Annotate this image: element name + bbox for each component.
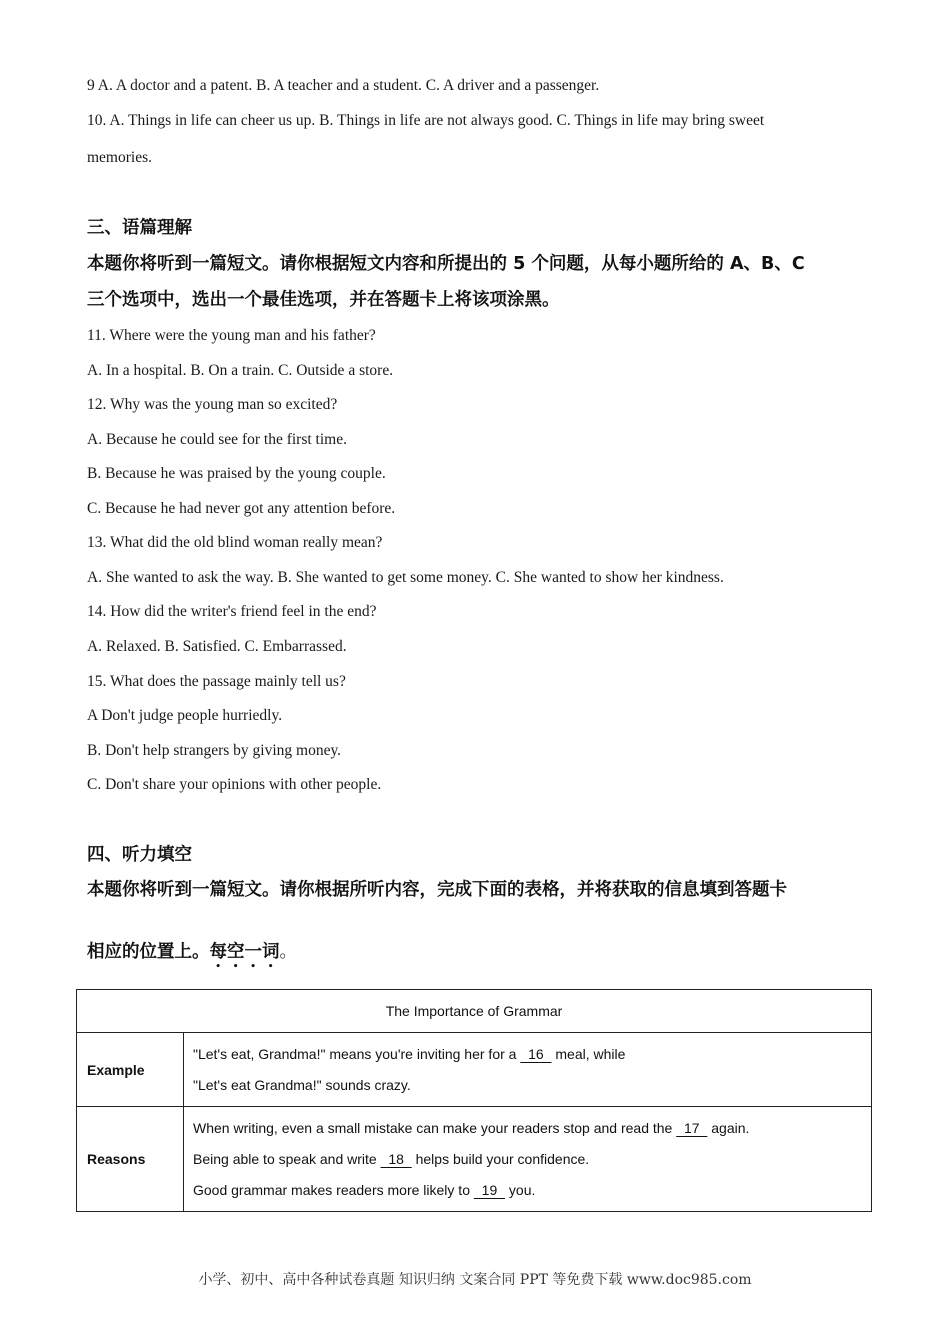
question-15: 15. What does the passage mainly tell us? [87, 673, 346, 690]
question-15-option-c: C. Don't share your opinions with other people. [87, 776, 382, 793]
instruction-text: 相应的位置上。 [87, 942, 210, 962]
reason-row-3 [193, 1175, 871, 1206]
question-12: 12. Why was the young man so excited? [87, 396, 338, 413]
emphasis-text: 每空一词 [209, 942, 280, 962]
question-12-option-b: B. Because he was praised by the young couple. [87, 465, 386, 482]
section4-heading: 四、听力填空 [87, 845, 192, 865]
reason-row-2 [193, 1144, 871, 1175]
section3-heading: 三、语篇理解 [87, 218, 192, 238]
question-14-options: A. Relaxed. B. Satisfied. C. Embarrassed. [87, 638, 347, 655]
question-11-options: A. In a hospital. B. On a train. C. Outside a store. [87, 362, 394, 379]
example-row-2: "Let's eat Grandma!" sounds crazy. [193, 1076, 411, 1093]
example-cell [184, 1033, 872, 1107]
text: meal, while [551, 1045, 626, 1062]
reasons-label: Reasons [77, 1107, 184, 1212]
example-row-1 [193, 1039, 871, 1070]
question-9: 9 A. A doctor and a patent. B. A teacher and a student. C. A driver and a passenger. [87, 77, 600, 94]
question-15-option-a: A Don't judge people hurriedly. [87, 707, 283, 724]
question-13-options: A. She wanted to ask the way. B. She wanted to get some money. C. She wanted to show her kindness. [87, 569, 724, 586]
blank-17: 17 [676, 1119, 708, 1136]
question-13: 13. What did the old blind woman really mean? [87, 534, 383, 551]
text: Being able to speak and write [193, 1150, 381, 1167]
question-14: 14. How did the writer's friend feel in the end? [87, 603, 377, 620]
section4-instruction-line1: 本题你将听到一篇短文。请你根据所听内容，完成下面的表格，并将获取的信息填到答题卡 [87, 880, 787, 900]
blank-19: 19 [473, 1181, 506, 1198]
text: Good grammar makes readers more likely to [193, 1181, 474, 1198]
question-10-line1: 10. A. Things in life can cheer us up. B. Things in life are not always good. C. Things in life may bring sweet [87, 112, 765, 129]
section3-instruction-line1: 本题你将听到一篇短文。请你根据短文内容和所提出的 5 个问题，从每小题所给的 A、B、C [87, 254, 805, 274]
footer-watermark: 小学、初中、高中各种试卷真题 知识归纳 文案合同 PPT 等免费下载 www.doc985.com [198, 1272, 752, 1288]
table-title: The Importance of Grammar [77, 990, 872, 1033]
text: "Let's eat, Grandma!" means you're inviting her for a [193, 1045, 521, 1062]
text: helps build your confidence. [411, 1150, 590, 1167]
text: again. [707, 1119, 750, 1136]
question-10-line2: memories. [87, 149, 152, 166]
question-11: 11. Where were the young man and his father? [87, 327, 376, 344]
question-12-option-a: A. Because he could see for the first time. [87, 431, 347, 448]
blank-18: 18 [380, 1150, 412, 1167]
grammar-table [76, 989, 872, 1212]
text: When writing, even a small mistake can make your readers stop and read the [193, 1119, 677, 1136]
instruction-period: 。 [279, 942, 297, 962]
question-15-option-b: B. Don't help strangers by giving money. [87, 742, 342, 759]
question-12-option-c: C. Because he had never got any attention before. [87, 500, 396, 517]
blank-16: 16 [520, 1045, 552, 1062]
example-label: Example [77, 1033, 184, 1107]
reasons-cell [184, 1107, 872, 1212]
section3-instruction-line2: 三个选项中，选出一个最佳选项，并在答题卡上将该项涂黑。 [87, 290, 560, 310]
text: you. [505, 1181, 536, 1198]
reason-row-1 [193, 1113, 871, 1144]
section4-instruction-line2 [87, 940, 297, 972]
